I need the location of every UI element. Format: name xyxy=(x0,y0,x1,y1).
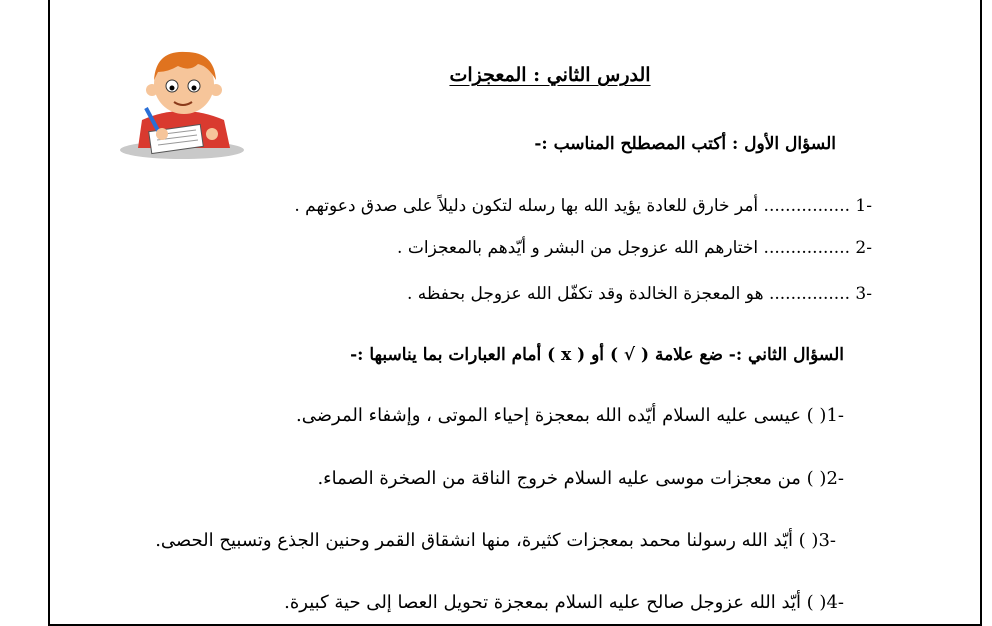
question1-heading: السؤال الأول : أكتب المصطلح المناسب :- xyxy=(534,134,836,154)
question2-item-1: -1( ) عيسى عليه السلام أيّده الله بمعجزة إحياء الموتى ، وإشفاء المرضى. xyxy=(296,405,844,426)
question1-item-1: -1 ................ أمر خارق للعادة يؤيد الله بها رسله لتكون دليلاً على صدق دعوتهم . xyxy=(294,196,872,216)
lesson-title: الدرس الثاني : المعجزات xyxy=(449,64,651,86)
question1-item-2: -2 ................ اختارهم الله عزوجل من البشر و أيّدهم بالمعجزات . xyxy=(397,238,872,258)
question2-item-3: -3( ) أيّد الله رسولنا محمد بمعجزات كثيرة، منها انشقاق القمر وحنين الجذع وتسبيح الحصى. xyxy=(155,530,836,551)
question2-heading: السؤال الثاني :- ضع علامة ( √ ) أو ( x ) أمام العبارات بما يناسبها :- xyxy=(350,345,844,365)
question2-item-2: -2( ) من معجزات موسى عليه السلام خروج الناقة من الصخرة الصماء. xyxy=(317,468,844,489)
question2-item-4: -4( ) أيّد الله عزوجل صالح عليه السلام بمعجزة تحويل العصا إلى حية كبيرة. xyxy=(284,592,844,613)
boy-writing-illustration xyxy=(112,42,246,160)
question1-item-3: -3 ............... هو المعجزة الخالدة وقد تكفّل الله عزوجل بحفظه . xyxy=(406,284,872,304)
